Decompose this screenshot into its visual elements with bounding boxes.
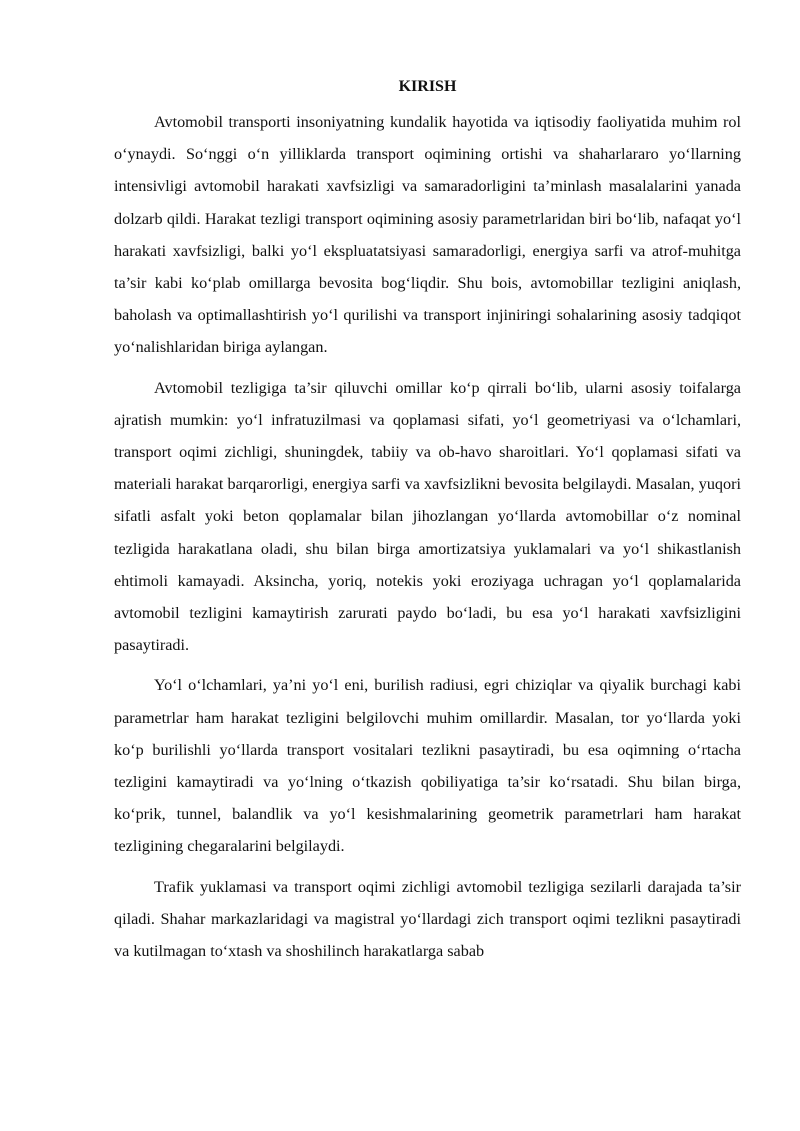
document-title: KIRISH bbox=[398, 78, 457, 95]
paragraph-2: Avtomobil tezligiga ta’sir qiluvchi omillar ko‘p qirrali bo‘lib, ularni asosiy toifalarga ajratish mumkin: yo‘l infratuzilmasi va qoplamasi sifati, yo‘l geometriyasi va o‘lchamlari, transport oqimi zichligi, shuningdek, tabiiy va ob-havo sharoitlari. Yo‘l qoplamasi sifati va materiali harakat barqarorligi, energiya sarfi va xavfsizlikni bevosita belgilaydi. Masalan, yuqori sifatli asfalt yoki beton qoplamalar bilan jihozlangan yo‘llarda avtomobillar o‘z nominal tezligida harakatlana oladi, shu bilan birga amortizatsiya yuklamalari va yo‘l shikastlanish ehtimoli kamayadi. Aksincha, yoriq, notekis yoki eroziyaga uchragan yo‘l qoplamalarida avtomobil tezligini kamaytirish zarurati paydo bo‘ladi, bu esa yo‘l harakati xavfsizligini pasaytiradi. bbox=[114, 378, 741, 655]
paragraph-3: Yo‘l o‘lchamlari, ya’ni yo‘l eni, burilish radiusi, egri chiziqlar va qiyalik burchagi kabi parametrlar ham harakat tezligini belgilovchi muhim omillardir. Masalan, tor yo‘llarda yoki ko‘p burilishli yo‘llarda transport vositalari tezlikni pasaytiradi, bu esa oqimning o‘rtacha tezligini kamaytiradi va yo‘lning o‘tkazish qobiliyatiga ta’sir ko‘rsatadi. Shu bilan birga, ko‘prik, tunnel, balandlik va yo‘l kesishmalarining geometrik parametrlari ham harakat tezligining chegaralarini belgilaydi. bbox=[114, 676, 741, 856]
paragraph-1: Avtomobil transporti insoniyatning kundalik hayotida va iqtisodiy faoliyatida muhim rol o‘ynaydi. So‘nggi o‘n yilliklarda transport oqimining ortishi va shaharlararo yo‘llarning intensivligi avtomobil harakati xavfsizligi va samaradorligini ta’minlash masalalarini yanada dolzarb qildi. Harakat tezligi transport oqimining asosiy parametrlaridan biri bo‘lib, nafaqat yo‘l harakati xavfsizligi, balki yo‘l ekspluatatsiyasi samaradorligi, energiya sarfi va atrof-muhitga ta’sir kabi ko‘plab omillarga bevosita bog‘liqdir. Shu bois, avtomobillar tezligini aniqlash, baholash va optimallashtirish yo‘l qurilishi va transport injiniringi sohalarining asosiy tadqiqot yo‘nalishlaridan biriga aylangan. bbox=[114, 113, 741, 357]
paragraph-4: Trafik yuklamasi va transport oqimi zichligi avtomobil tezligiga sezilarli darajada ta’sir qiladi. Shahar markazlaridagi va magistral yo‘llardagi zich transport oqimi tezlikni pasaytiradi va kutilmagan to‘xtash va shoshilinch harakatlarga sabab bbox=[114, 877, 741, 961]
document-page bbox=[114, 76, 741, 975]
